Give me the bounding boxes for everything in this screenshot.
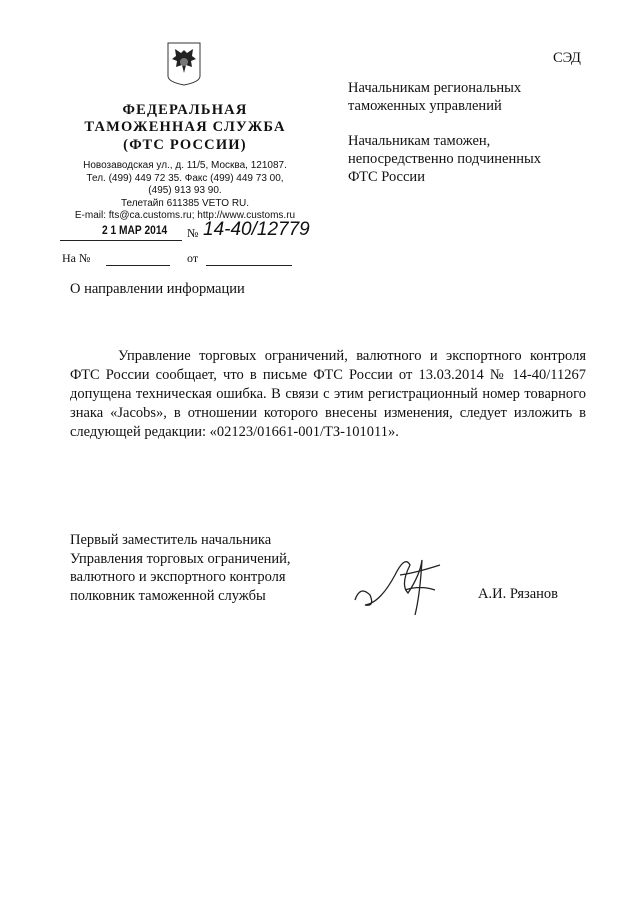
ref-from-label: от (187, 251, 199, 265)
org-address (60, 160, 310, 223)
coat-of-arms-emblem (167, 42, 201, 86)
ref-number-field (106, 265, 170, 266)
recipient-line: таможенных управлений (348, 98, 502, 114)
ref-number-label: На № (62, 251, 91, 265)
recipient-line: непосредственно подчиненных (348, 151, 541, 167)
org-short-name: (ФТС РОССИИ) (123, 137, 247, 153)
number-label: № (187, 226, 199, 240)
address-line: Новозаводская ул., д. 11/5, Москва, 121087. (83, 160, 287, 171)
org-name-line1: ФЕДЕРАЛЬНАЯ (122, 102, 248, 118)
signatory-position (70, 531, 291, 605)
subject: О направлении информации (70, 281, 245, 297)
date-underline (60, 240, 182, 241)
recipient-line: ФТС России (348, 169, 425, 185)
position-line: Первый заместитель начальника (70, 532, 272, 548)
handwritten-signature (350, 545, 445, 625)
position-line: валютного и экспортного контроля (70, 569, 286, 585)
position-line: Управления торговых ограничений, (70, 550, 291, 567)
sed-mark: СЭД (553, 50, 581, 66)
date-stamp: 2 1 МАР 2014 (102, 223, 168, 237)
signatory-name: А.И. Рязанов (478, 586, 559, 602)
recipient-line: Начальникам региональных (348, 80, 522, 96)
ref-date-field (206, 265, 292, 266)
document-number: 14-40/12779 (203, 219, 310, 240)
address-line: E-mail: fts@ca.customs.ru; http://www.customs.ru (74, 210, 296, 221)
address-line: (495) 913 93 90. (148, 185, 222, 196)
recipient-line: Начальникам таможен, (348, 133, 491, 149)
address-line: Тел. (499) 449 72 35. Факс (499) 449 73 00, (86, 172, 284, 184)
position-line: полковник таможенной службы (70, 587, 266, 604)
body-paragraph: Управление торговых ограничений, валютного и экспортного контроля ФТС России сообщает, что в письме ФТС России от 13.03.2014 № 14-40/11267 допущена техническая ошибка. В связи с этим регистрационный номер товарного знака «Jacobs», в отношении которого внесены изменения, следует изложить в следующей редакции: «02123/01661-001/ТЗ-101011». (70, 348, 586, 440)
org-name-line2: ТАМОЖЕННАЯ СЛУЖБА (84, 119, 286, 135)
letter-body (70, 347, 586, 442)
address-line: Телетайп 611385 VETO RU. (120, 197, 250, 209)
